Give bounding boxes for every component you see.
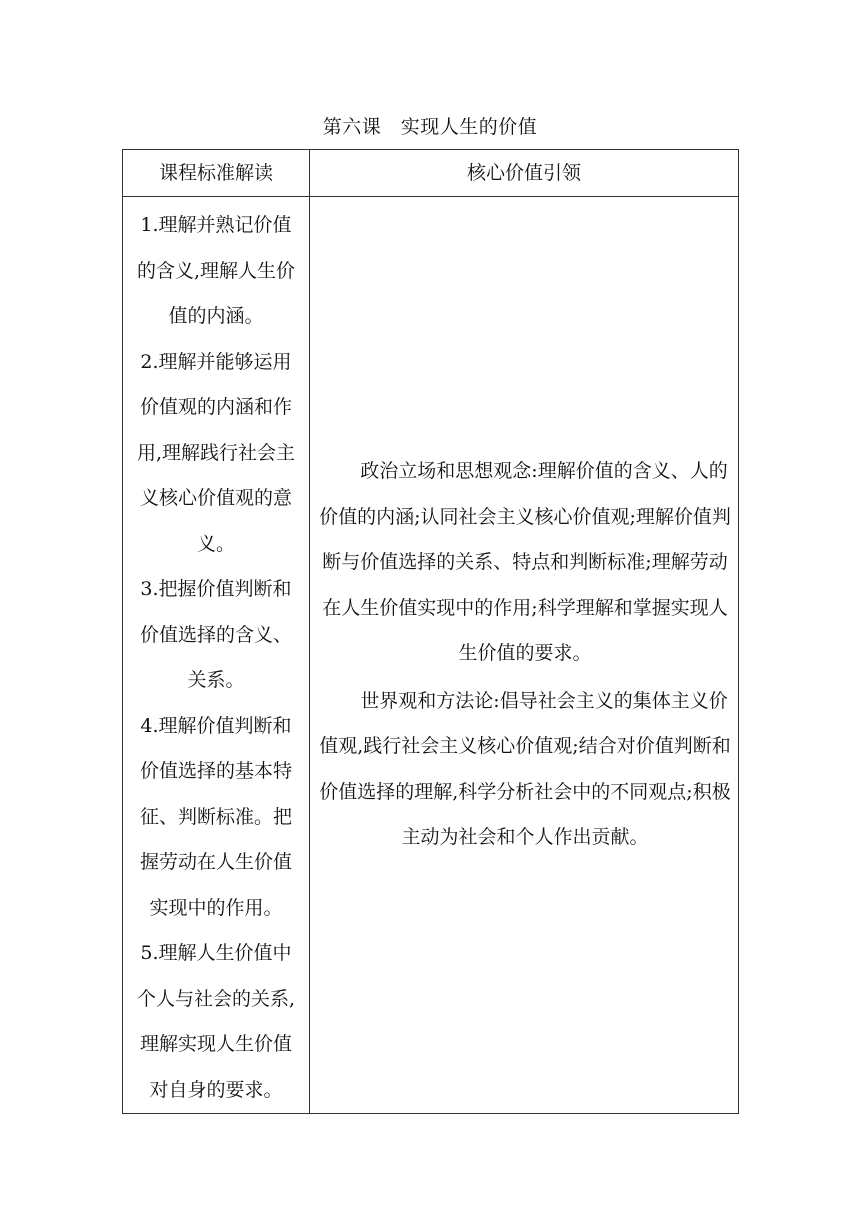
- value-paragraph-political-text: 政治立场和思想观念:理解价值的含义、人的价值的内涵;认同社会主义核心价值观;理解价值判断与价值选择的关系、特点和判断标准;理解劳动在人生价值实现中的作用;科学理解和掌握实现人生价值的要求。: [319, 460, 731, 665]
- core-value-cell: [310, 197, 739, 1114]
- curriculum-table: [122, 149, 739, 1114]
- header-core-value: 核心价值引领: [310, 150, 739, 197]
- table-header-row: [123, 150, 739, 197]
- standard-item-3: 3.把握价值判断和价值选择的含义、关系。: [139, 578, 292, 691]
- standard-item-1: 1.理解并熟记价值的含义,理解人生价值的内涵。: [136, 214, 296, 327]
- value-paragraph-worldview-text: 世界观和方法论:倡导社会主义的集体主义价值观,践行社会主义核心价值观;结合对价值判断和价值选择的理解,科学分析社会中的不同观点;积极主动为社会和个人作出贡献。: [319, 689, 731, 849]
- table-body-row: [123, 197, 739, 1114]
- value-paragraph-political: [318, 449, 732, 677]
- header-course-standard: 课程标准解读: [123, 150, 310, 197]
- page-title: 第六课 实现人生的价值: [322, 116, 538, 138]
- value-paragraph-worldview: [318, 679, 732, 861]
- standard-item-4: 4.理解价值判断和价值选择的基本特征、判断标准。把握劳动在人生价值实现中的作用。: [139, 714, 292, 919]
- standard-item-2: 2.理解并能够运用价值观的内涵和作用,理解践行社会主义核心价值观的意义。: [136, 350, 296, 555]
- course-standard-cell: [123, 197, 310, 1114]
- standard-item-5: 5.理解人生价值中个人与社会的关系,理解实现人生价值对自身的要求。: [136, 942, 296, 1101]
